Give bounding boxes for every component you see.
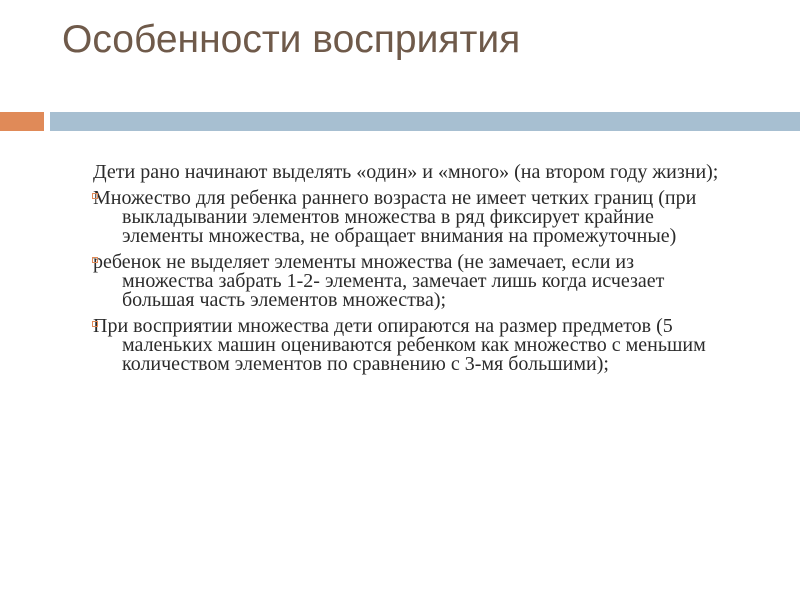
paragraph-intro	[78, 163, 728, 182]
paragraph-text: Дети рано начинают выделять «один» и «много» (на втором году жизни);	[93, 161, 719, 183]
slide-body	[78, 163, 728, 381]
title-divider-bar	[50, 112, 800, 131]
title-accent-bar	[0, 112, 44, 131]
bullet-item	[78, 317, 728, 374]
square-bullet-icon	[92, 193, 98, 199]
square-bullet-icon	[92, 321, 98, 327]
bullet-text: Множество для ребенка раннего возраста не имеет четких границ (при выкладывании элементов множества в ряд фиксирует крайние элементы множества, не обращает внимания на промежуточные)	[93, 187, 697, 247]
square-bullet-icon	[92, 257, 98, 263]
bullet-text: При восприятии множества дети опираются на размер предметов (5 маленьких машин оцениваются ребенком как множество с меньшим количеством элементов по сравнению с 3-мя большими);	[93, 315, 706, 375]
slide-title: Особенности восприятия	[62, 18, 521, 61]
bullet-item	[78, 253, 728, 310]
bullet-item	[78, 189, 728, 246]
bullet-text: ребенок не выделяет элементы множества (не замечает, если из множества забрать 1-2- элемента, замечает лишь когда исчезает большая часть элементов множества);	[93, 251, 665, 311]
